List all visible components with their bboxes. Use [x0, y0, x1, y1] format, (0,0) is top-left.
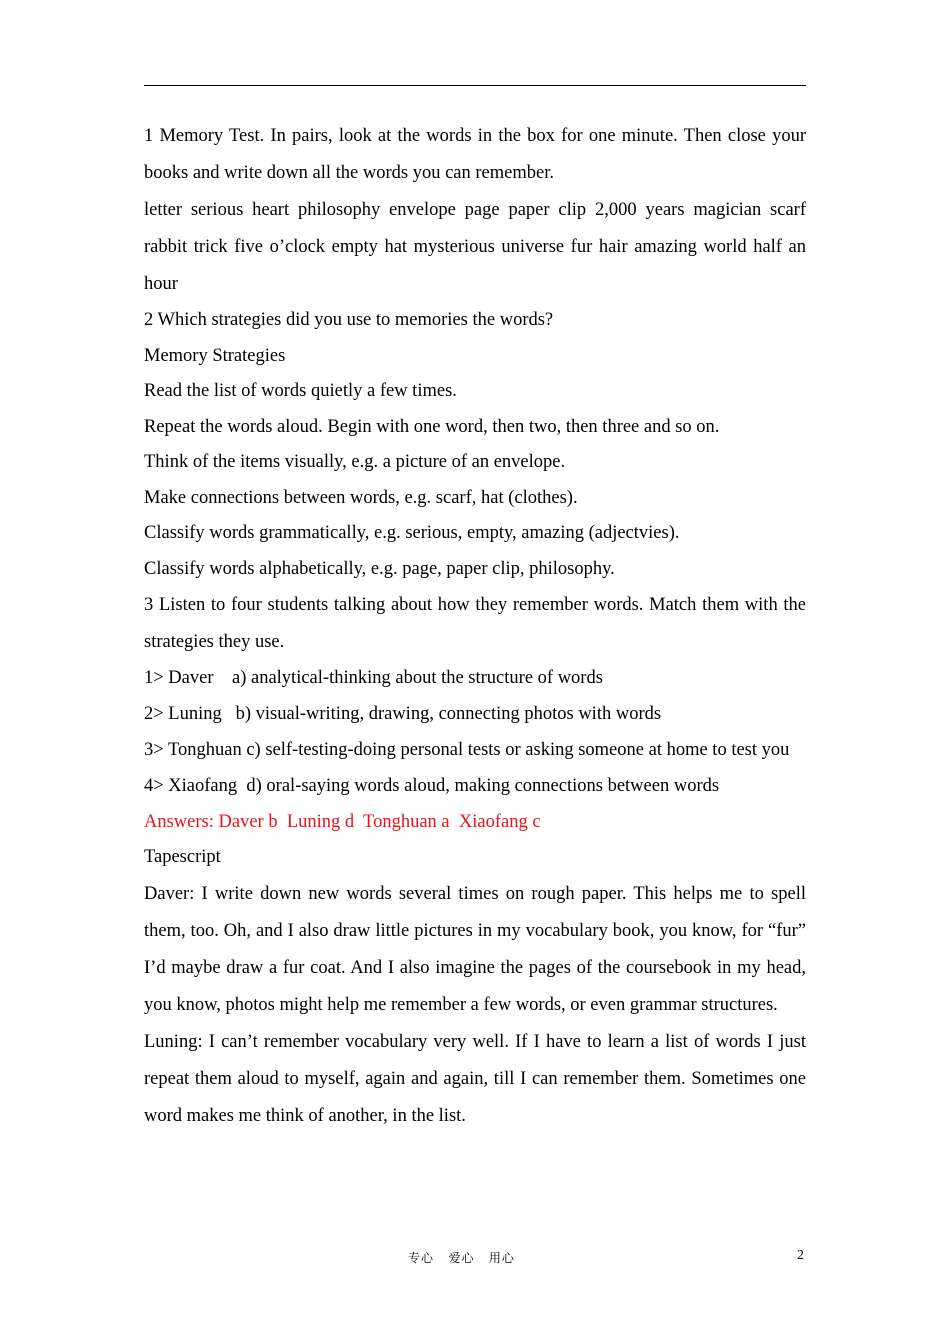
word-box: letter serious heart philosophy envelope page paper clip 2,000 years magician scarf rabbit trick five o’clock empty hat mysterious universe fur hair amazing world half an hour	[144, 200, 806, 294]
strategy-item: Classify words alphabetically, e.g. page, paper clip, philosophy.	[144, 558, 615, 579]
exercise-3-instruction: 3 Listen to four students talking about how they remember words. Match them with the strategies they use.	[144, 595, 806, 652]
header-rule	[144, 85, 806, 86]
strategy-item: Read the list of words quietly a few times.	[144, 381, 457, 401]
strategy-item: Repeat the words aloud. Begin with one word, then two, then three and so on.	[144, 416, 720, 437]
tapescript-daver: Daver: I write down new words several times on rough paper. This helps me to spell them, too. Oh, and I also draw little pictures in my vocabulary book, you know, for “fur” I’d maybe draw a fur coat. And I also imagine the pages of the coursebook in my head, you know, photos might help me remember a few words, or even grammar structures.	[144, 883, 806, 1015]
match-item: 4> Xiaofang d) oral-saying words aloud, making connections between words	[144, 776, 720, 796]
tapescript-luning: Luning: I can’t remember vocabulary very well. If I have to learn a list of words I just repeat them aloud to myself, again and again, till I can remember them. Sometimes one word makes me think of another, in the list.	[144, 1031, 806, 1126]
exercise-2-question: 2 Which strategies did you use to memories the words?	[144, 310, 554, 330]
match-item: 3> Tonghuan c) self-testing-doing personal tests or asking someone at home to test you	[144, 740, 790, 760]
exercise-1-instruction: 1 Memory Test. In pairs, look at the words in the box for one minute. Then close your books and write down all the words you can remember.	[144, 126, 806, 183]
page-number: 2	[797, 1248, 804, 1263]
strategy-item: Think of the items visually, e.g. a picture of an envelope.	[144, 452, 566, 472]
strategy-item: Classify words grammatically, e.g. serious, empty, amazing (adjectvies).	[144, 523, 680, 543]
footer-motto: 专心 爱心 用心	[408, 1251, 515, 1265]
document-body	[144, 118, 806, 1135]
match-item: 2> Luning b) visual-writing, drawing, connecting photos with words	[144, 703, 662, 724]
answers-line: Answers: Daver b Luning d Tonghuan a Xiaofang c	[144, 811, 541, 832]
tapescript-heading: Tapescript	[144, 847, 221, 867]
strategy-item: Make connections between words, e.g. scarf, hat (clothes).	[144, 487, 578, 508]
section-heading: Memory Strategies	[144, 345, 286, 366]
match-item: 1> Daver a) analytical-thinking about the structure of words	[144, 668, 603, 688]
